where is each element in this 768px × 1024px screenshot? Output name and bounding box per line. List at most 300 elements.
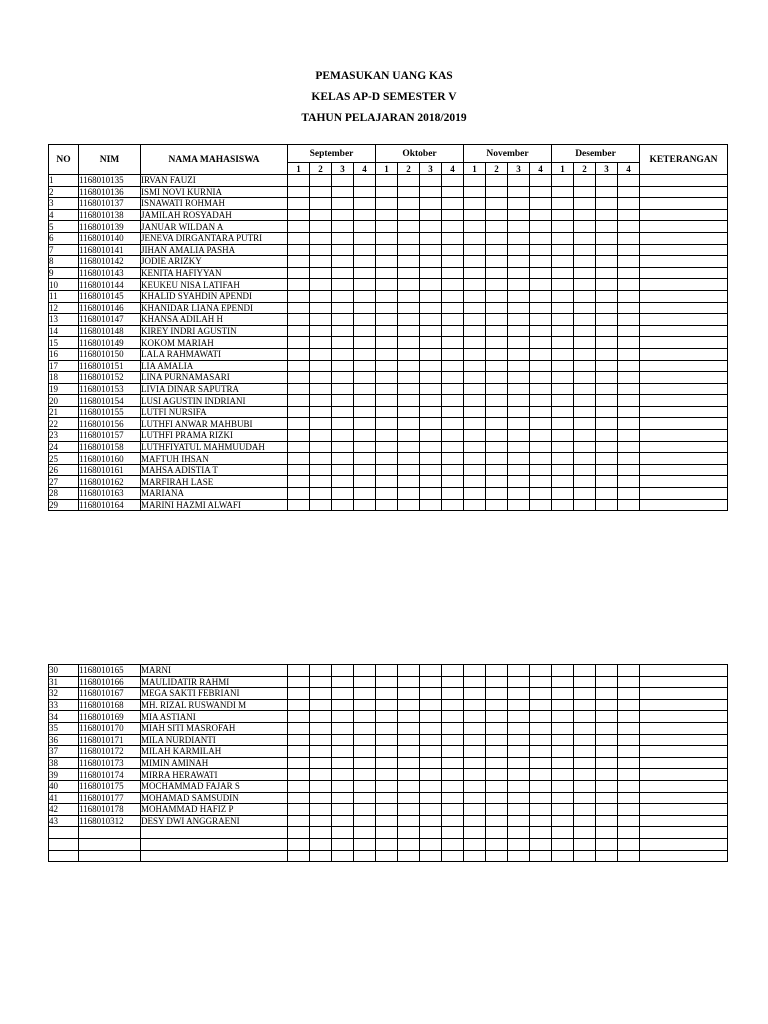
payment-cell (486, 441, 508, 453)
payment-cell (288, 499, 310, 511)
payment-cell (508, 337, 530, 349)
payment-cell (376, 476, 398, 488)
student-nim: 1168010147 (79, 314, 141, 326)
student-nim: 1168010150 (79, 348, 141, 360)
payment-cell (442, 499, 464, 511)
keterangan-cell (640, 290, 728, 302)
payment-cell (618, 769, 640, 781)
payment-cell (354, 360, 376, 372)
payment-cell (530, 746, 552, 758)
payment-cell (464, 430, 486, 442)
payment-cell (420, 665, 442, 677)
row-number: 12 (49, 302, 79, 314)
payment-cell (574, 769, 596, 781)
payment-cell (596, 815, 618, 827)
payment-cell (354, 406, 376, 418)
payment-cell (288, 757, 310, 769)
payment-cell (420, 676, 442, 688)
payment-cell (420, 302, 442, 314)
header-week: 2 (398, 163, 420, 175)
payment-cell (486, 780, 508, 792)
payment-cell (332, 348, 354, 360)
payment-cell (596, 348, 618, 360)
payment-cell (354, 815, 376, 827)
payment-cell (332, 780, 354, 792)
payment-cell (442, 406, 464, 418)
payment-cell (574, 711, 596, 723)
payment-cell (574, 676, 596, 688)
student-row (49, 302, 728, 314)
payment-cell (354, 711, 376, 723)
payment-cell (310, 267, 332, 279)
payment-cell (420, 792, 442, 804)
payment-cell (596, 256, 618, 268)
payment-cell (596, 676, 618, 688)
student-name: MARFIRAH LASE (141, 476, 288, 488)
payment-cell (464, 665, 486, 677)
payment-cell (574, 256, 596, 268)
student-nim: 1168010144 (79, 279, 141, 291)
payment-cell (442, 827, 464, 839)
payment-cell (442, 464, 464, 476)
student-nim: 1168010146 (79, 302, 141, 314)
payment-cell (596, 464, 618, 476)
student-row (49, 688, 728, 700)
student-row (49, 175, 728, 187)
payment-cell (530, 348, 552, 360)
student-row (49, 221, 728, 233)
keterangan-cell (640, 198, 728, 210)
payment-cell (508, 850, 530, 862)
keterangan-cell (640, 688, 728, 700)
payment-cell (332, 757, 354, 769)
payment-cell (486, 476, 508, 488)
row-number: 20 (49, 395, 79, 407)
payment-cell (288, 290, 310, 302)
payment-cell (420, 290, 442, 302)
payment-cell (420, 395, 442, 407)
student-nim: 1168010169 (79, 711, 141, 723)
payment-cell (442, 850, 464, 862)
payment-cell (574, 198, 596, 210)
student-row (49, 734, 728, 746)
payment-cell (574, 406, 596, 418)
payment-cell (420, 383, 442, 395)
payment-cell (354, 757, 376, 769)
student-nim: 1168010138 (79, 209, 141, 221)
payment-cell (376, 232, 398, 244)
student-nim: 1168010140 (79, 232, 141, 244)
payment-cell (464, 337, 486, 349)
payment-cell (310, 383, 332, 395)
payment-cell (596, 476, 618, 488)
payment-cell (442, 746, 464, 758)
payment-cell (398, 348, 420, 360)
payment-cell (398, 815, 420, 827)
payment-cell (420, 453, 442, 465)
payment-cell (508, 256, 530, 268)
payment-cell (354, 676, 376, 688)
payment-cell (310, 418, 332, 430)
payment-cell (596, 221, 618, 233)
payment-cell (508, 186, 530, 198)
student-name: KENITA HAFIYYAN (141, 267, 288, 279)
keterangan-cell (640, 780, 728, 792)
payment-cell (398, 688, 420, 700)
keterangan-cell (640, 372, 728, 384)
payment-cell (508, 372, 530, 384)
payment-cell (332, 198, 354, 210)
payment-cell (618, 314, 640, 326)
payment-cell (420, 769, 442, 781)
payment-cell (508, 804, 530, 816)
payment-cell (508, 688, 530, 700)
payment-cell (486, 792, 508, 804)
payment-cell (618, 302, 640, 314)
header-week: 1 (464, 163, 486, 175)
payment-cell (376, 372, 398, 384)
payment-cell (310, 804, 332, 816)
payment-cell (574, 383, 596, 395)
payment-cell (310, 665, 332, 677)
payment-cell (596, 757, 618, 769)
header-week: 4 (530, 163, 552, 175)
row-number: 33 (49, 699, 79, 711)
payment-cell (596, 722, 618, 734)
payment-cell (596, 499, 618, 511)
payment-cell (618, 699, 640, 711)
payment-cell (552, 175, 574, 187)
payment-cell (508, 792, 530, 804)
payment-cell (552, 267, 574, 279)
student-name: LINA PURNAMASARI (141, 372, 288, 384)
payment-cell (552, 464, 574, 476)
payment-cell (354, 780, 376, 792)
header-week: 3 (420, 163, 442, 175)
payment-cell (486, 665, 508, 677)
payment-cell (508, 464, 530, 476)
payment-cell (530, 372, 552, 384)
payment-cell (552, 804, 574, 816)
student-nim: 1168010142 (79, 256, 141, 268)
payment-cell (420, 746, 442, 758)
payment-cell (332, 476, 354, 488)
payment-cell (530, 325, 552, 337)
payment-cell (464, 699, 486, 711)
payment-cell (354, 256, 376, 268)
payment-cell (332, 827, 354, 839)
keterangan-cell (640, 441, 728, 453)
payment-cell (574, 792, 596, 804)
payment-cell (420, 267, 442, 279)
payment-cell (398, 232, 420, 244)
keterangan-cell (640, 722, 728, 734)
payment-cell (618, 464, 640, 476)
payment-cell (442, 699, 464, 711)
payment-cell (508, 746, 530, 758)
payment-cell (310, 815, 332, 827)
payment-cell (398, 804, 420, 816)
payment-cell (354, 209, 376, 221)
payment-cell (420, 499, 442, 511)
payment-cell (618, 499, 640, 511)
payment-cell (310, 302, 332, 314)
payment-cell (420, 838, 442, 850)
student-name: LUSI AGUSTIN INDRIANI (141, 395, 288, 407)
header-nim: NIM (79, 145, 141, 175)
payment-cell (398, 769, 420, 781)
payment-cell (552, 815, 574, 827)
payment-cell (574, 665, 596, 677)
payment-cell (376, 699, 398, 711)
payment-cell (464, 175, 486, 187)
payment-cell (552, 499, 574, 511)
student-nim: 1168010160 (79, 453, 141, 465)
header-nama: NAMA MAHASISWA (141, 145, 288, 175)
payment-cell (332, 464, 354, 476)
payment-cell (442, 198, 464, 210)
row-number: 15 (49, 337, 79, 349)
student-row (49, 395, 728, 407)
student-nim: 1168010173 (79, 757, 141, 769)
keterangan-cell (640, 476, 728, 488)
payment-cell (442, 360, 464, 372)
payment-cell (574, 699, 596, 711)
payment-cell (310, 722, 332, 734)
payment-cell (442, 418, 464, 430)
payment-cell (530, 221, 552, 233)
student-nim (79, 827, 141, 839)
payment-cell (420, 244, 442, 256)
payment-cell (530, 290, 552, 302)
header-week: 4 (442, 163, 464, 175)
payment-cell (442, 395, 464, 407)
payment-cell (508, 699, 530, 711)
payment-cell (376, 360, 398, 372)
student-name: MILA NURDIANTI (141, 734, 288, 746)
payment-cell (618, 827, 640, 839)
payment-cell (464, 488, 486, 500)
payment-cell (574, 360, 596, 372)
payment-cell (420, 850, 442, 862)
payment-cell (332, 302, 354, 314)
keterangan-cell (640, 337, 728, 349)
student-name: JODIE ARIZKY (141, 256, 288, 268)
payment-cell (530, 360, 552, 372)
payment-cell (618, 746, 640, 758)
payment-cell (618, 267, 640, 279)
student-row (49, 838, 728, 850)
payment-cell (398, 372, 420, 384)
payment-cell (530, 232, 552, 244)
keterangan-cell (640, 256, 728, 268)
row-number: 7 (49, 244, 79, 256)
payment-cell (552, 232, 574, 244)
payment-cell (596, 488, 618, 500)
student-name: LUTHFI ANWAR MAHBUBI (141, 418, 288, 430)
student-nim: 1168010139 (79, 221, 141, 233)
student-nim: 1168010135 (79, 175, 141, 187)
payment-cell (486, 383, 508, 395)
student-nim: 1168010143 (79, 267, 141, 279)
payment-cell (618, 221, 640, 233)
payment-cell (332, 267, 354, 279)
payment-cell (310, 209, 332, 221)
payment-cell (486, 850, 508, 862)
payment-cell (596, 175, 618, 187)
payment-cell (310, 244, 332, 256)
payment-cell (332, 804, 354, 816)
payment-cell (618, 815, 640, 827)
payment-cell (354, 453, 376, 465)
payment-cell (420, 476, 442, 488)
payment-cell (376, 838, 398, 850)
payment-cell (288, 372, 310, 384)
row-number (49, 827, 79, 839)
header-no: NO (49, 145, 79, 175)
payment-cell (288, 441, 310, 453)
payment-cell (354, 198, 376, 210)
student-nim: 1168010177 (79, 792, 141, 804)
row-number: 1 (49, 175, 79, 187)
payment-cell (618, 325, 640, 337)
payment-cell (310, 441, 332, 453)
payment-cell (310, 325, 332, 337)
student-name: ISMI NOVI KURNIA (141, 186, 288, 198)
payment-cell (552, 395, 574, 407)
payment-cell (310, 232, 332, 244)
payment-cell (398, 279, 420, 291)
student-nim (79, 850, 141, 862)
student-nim: 1168010154 (79, 395, 141, 407)
payment-cell (376, 665, 398, 677)
payment-cell (618, 430, 640, 442)
header-week: 1 (376, 163, 398, 175)
payment-cell (486, 464, 508, 476)
payment-cell (398, 722, 420, 734)
student-nim: 1168010178 (79, 804, 141, 816)
payment-cell (486, 279, 508, 291)
row-number: 4 (49, 209, 79, 221)
payment-cell (288, 838, 310, 850)
payment-cell (310, 792, 332, 804)
payment-cell (442, 769, 464, 781)
student-row (49, 383, 728, 395)
payment-cell (376, 314, 398, 326)
payment-cell (376, 453, 398, 465)
payment-cell (310, 290, 332, 302)
payment-cell (508, 676, 530, 688)
student-row (49, 406, 728, 418)
payment-cell (464, 302, 486, 314)
payment-cell (596, 734, 618, 746)
payment-cell (420, 372, 442, 384)
payment-cell (398, 850, 420, 862)
payment-cell (486, 769, 508, 781)
payment-cell (530, 838, 552, 850)
payment-cell (310, 838, 332, 850)
payment-cell (420, 360, 442, 372)
payment-cell (354, 441, 376, 453)
payment-cell (332, 383, 354, 395)
keterangan-cell (640, 464, 728, 476)
payment-cell (464, 476, 486, 488)
keterangan-cell (640, 711, 728, 723)
payment-cell (530, 688, 552, 700)
class-subtitle: KELAS AP-D SEMESTER V (311, 91, 457, 103)
payment-cell (376, 186, 398, 198)
payment-cell (530, 267, 552, 279)
payment-cell (552, 665, 574, 677)
student-name: JENEVA DIRGANTARA PUTRI (141, 232, 288, 244)
row-number: 5 (49, 221, 79, 233)
payment-cell (442, 804, 464, 816)
payment-cell (288, 244, 310, 256)
payment-cell (288, 676, 310, 688)
payment-cell (530, 383, 552, 395)
header-week: 3 (596, 163, 618, 175)
payment-cell (508, 827, 530, 839)
keterangan-cell (640, 314, 728, 326)
payment-cell (530, 279, 552, 291)
payment-cell (464, 815, 486, 827)
keterangan-cell (640, 383, 728, 395)
student-name: MIAH SITI MASROFAH (141, 722, 288, 734)
payment-cell (398, 314, 420, 326)
payment-cell (508, 383, 530, 395)
student-nim: 1168010151 (79, 360, 141, 372)
payment-cell (486, 722, 508, 734)
payment-cell (596, 850, 618, 862)
row-number: 14 (49, 325, 79, 337)
payment-cell (486, 314, 508, 326)
row-number: 26 (49, 464, 79, 476)
payment-cell (464, 221, 486, 233)
payment-cell (332, 395, 354, 407)
payment-cell (310, 186, 332, 198)
payment-cell (464, 383, 486, 395)
payment-cell (354, 838, 376, 850)
payment-cell (618, 722, 640, 734)
keterangan-cell (640, 209, 728, 221)
payment-cell (530, 244, 552, 256)
payment-cell (442, 488, 464, 500)
payment-cell (574, 430, 596, 442)
student-row (49, 232, 728, 244)
student-row (49, 780, 728, 792)
payment-cell (530, 488, 552, 500)
payment-cell (508, 279, 530, 291)
payment-cell (508, 441, 530, 453)
payment-cell (574, 476, 596, 488)
payment-cell (574, 804, 596, 816)
payment-cell (618, 290, 640, 302)
keterangan-cell (640, 186, 728, 198)
payment-cell (398, 488, 420, 500)
payment-cell (288, 383, 310, 395)
payment-cell (486, 302, 508, 314)
payment-cell (288, 804, 310, 816)
payment-cell (574, 232, 596, 244)
payment-cell (442, 476, 464, 488)
payment-cell (530, 186, 552, 198)
payment-cell (310, 337, 332, 349)
payment-cell (398, 290, 420, 302)
student-name: KEUKEU NISA LATIFAH (141, 279, 288, 291)
payment-cell (508, 838, 530, 850)
payment-cell (508, 360, 530, 372)
payment-cell (596, 198, 618, 210)
